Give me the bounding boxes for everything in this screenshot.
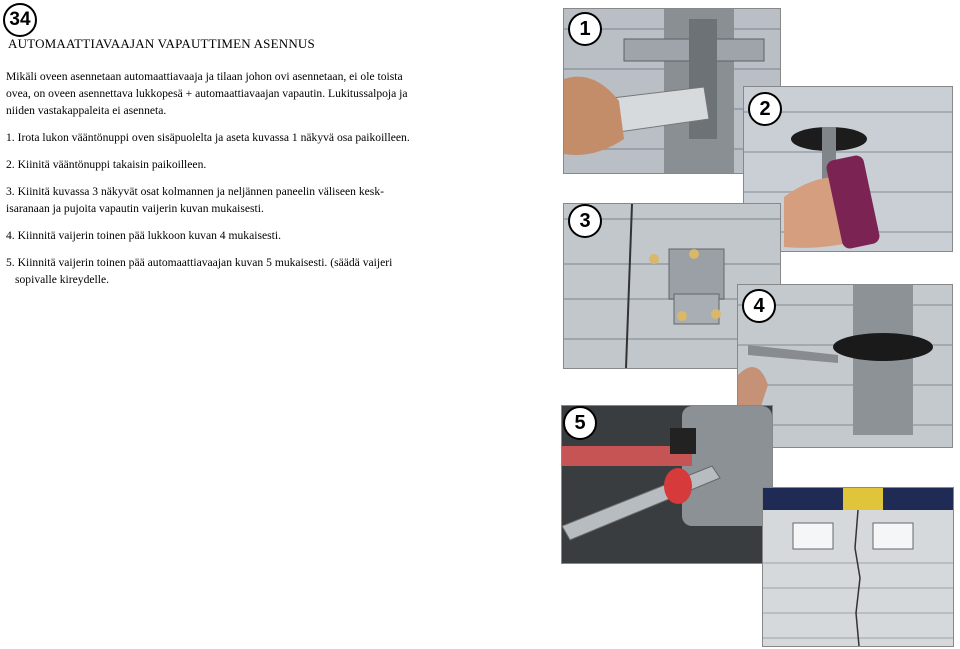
- instructions-text: [6, 68, 546, 288]
- photo-4-badge: 4: [742, 289, 776, 323]
- photo-5-badge: 5: [563, 406, 597, 440]
- step-1-text: 1. Irota lukon vääntönuppi oven sisäpuolelta ja aseta kuvassa 1 näkyvä osa paikoilleen.: [6, 131, 410, 144]
- photo-3-badge: 3: [568, 204, 602, 238]
- section-title: AUTOMAATTIAVAAJAN VAPAUTTIMEN ASENNUS: [8, 36, 315, 51]
- page-number: 34: [3, 3, 37, 37]
- step-4-text: 4. Kiinnitä vaijerin toinen pää lukkoon kuvan 4 mukaisesti.: [6, 229, 281, 242]
- intro-line: niiden vastakappaleita ei asenneta.: [6, 104, 167, 117]
- step-2-text: 2. Kiinitä vääntönuppi takaisin paikoilleen.: [6, 158, 207, 171]
- step-5-text: 5. Kiinnitä vaijerin toinen pää automaattiavaajan kuvan 5 mukaisesti. (säädä vaijeri: [6, 256, 393, 269]
- photo-1-badge: 1: [568, 12, 602, 46]
- photo-2-badge: 2: [748, 92, 782, 126]
- step-3-text: 3. Kiinitä kuvassa 3 näkyvät osat kolmannen ja neljännen paneelin väliseen kesk-: [6, 185, 384, 198]
- intro-line: ovea, on oveen asennettava lukkopesä + automaattiavaajan vapautin. Lukitussalpoja ja: [6, 87, 408, 100]
- step-5-text-cont: sopivalle kireydelle.: [15, 273, 110, 286]
- photo-6: [762, 487, 954, 647]
- step-3-text-cont: isaranaan ja pujoita vapautin vaijerin kuvan mukaisesti.: [6, 202, 264, 215]
- intro-line: Mikäli oveen asennetaan automaattiavaaja ja tilaan johon ovi asennetaan, ei ole toista: [6, 70, 403, 83]
